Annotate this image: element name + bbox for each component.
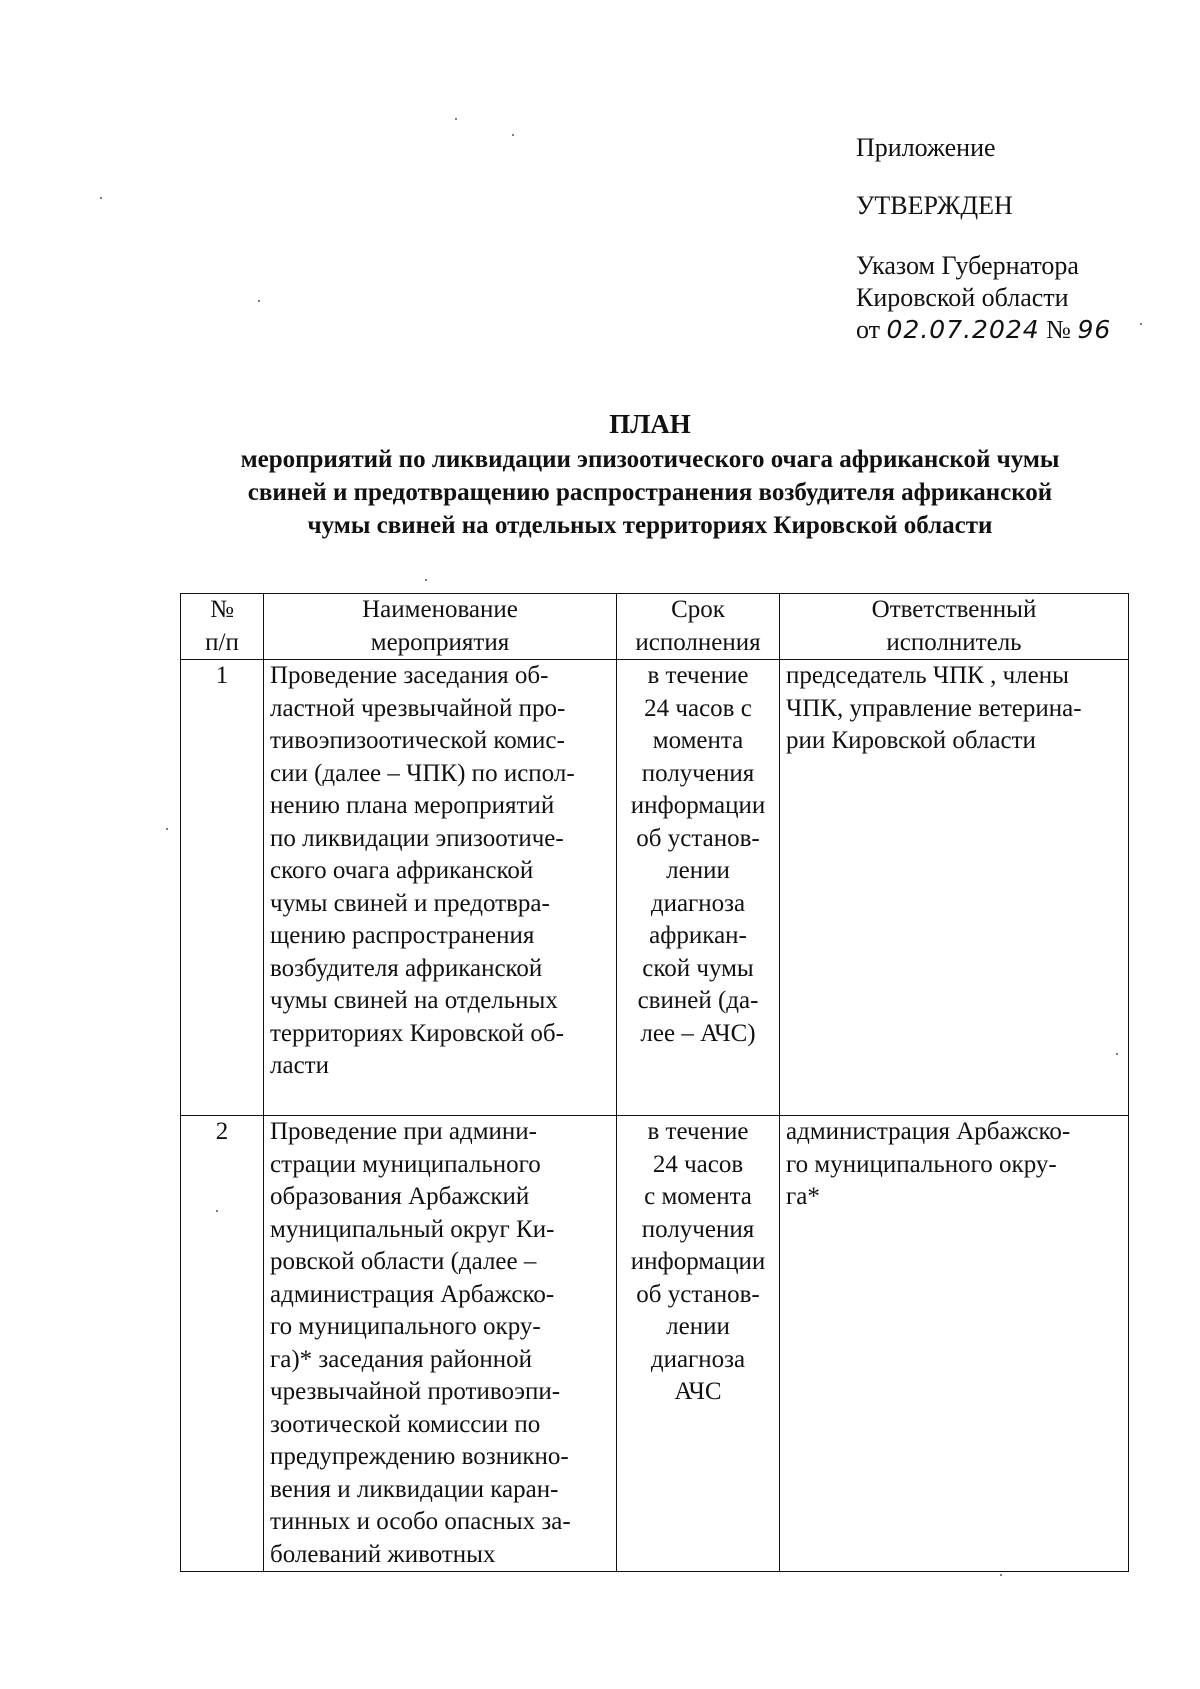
table-header-row	[181, 594, 1129, 660]
scan-speck	[1140, 323, 1142, 325]
scan-speck	[425, 579, 427, 581]
scan-speck	[1116, 1053, 1118, 1055]
number-sign: №	[1046, 315, 1071, 344]
region-line: Кировской области	[856, 283, 1069, 312]
document-title	[120, 408, 1180, 542]
header-deadline: Срок исполнения	[617, 594, 780, 660]
plan-heading: ПЛАН	[609, 409, 691, 439]
table-row	[181, 660, 1129, 1116]
row-activity: Проведение при админи- страции муниципального образования Арбажский муниципальный округ Ки- ровской области (далее – администрация Арбажско- го муниципального окру- га)* заседания районной чрезвычайной противоэпи- зоотической комиссии по предупреждению возникно- вения и ликвидации каран- тинных и особо опасных за- болеваний животных	[264, 1116, 617, 1572]
row-activity: Проведение заседания об- ластной чрезвычайной про- тивоэпизоотической комис- сии (далее – ЧПК) по испол- нению плана мероприятий по ликвидации эпизоотиче- ского очага африканской чумы свиней и предотвра- щению распространения возбудителя африканской чумы свиней на отдельных территориях Кировской об- ласти	[264, 660, 617, 1116]
scan-speck	[166, 828, 168, 830]
scan-speck	[512, 134, 514, 136]
row-number: 1	[181, 660, 264, 1116]
date-prefix: от	[856, 315, 881, 344]
handwritten-number: 96	[1077, 315, 1112, 344]
scan-speck	[1000, 1574, 1002, 1576]
appendix-label: Приложение	[856, 133, 996, 162]
row-number: 2	[181, 1116, 264, 1572]
header-responsible: Ответственный исполнитель	[780, 594, 1129, 660]
handwritten-date: 02.07.2024	[886, 315, 1040, 344]
scan-speck	[100, 197, 102, 199]
date-number-line	[856, 314, 1111, 346]
title-line-1: мероприятий по ликвидации эпизоотического очага африканской чумы	[240, 446, 1060, 473]
row-deadline: в течение 24 часов с момента получения информации об установ- лении диагноза африкан- ской чумы свиней (да- лее – АЧС)	[617, 660, 780, 1116]
row-responsible: администрация Арбажско- го муниципального окру- га*	[780, 1116, 1129, 1572]
scan-speck	[258, 300, 260, 302]
approval-block	[856, 132, 1111, 346]
table-row	[181, 1116, 1129, 1572]
row-responsible: председатель ЧПК , члены ЧПК, управление ветерина- рии Кировской области	[780, 660, 1129, 1116]
plan-table	[180, 593, 1129, 1572]
approved-label: УТВЕРЖДЕН	[856, 191, 1013, 220]
scan-speck	[455, 118, 457, 120]
title-line-3: чумы свиней на отдельных территориях Кировской области	[307, 512, 993, 539]
header-number: № п/п	[181, 594, 264, 660]
scan-speck	[216, 1210, 218, 1212]
decree-line: Указом Губернатора	[856, 251, 1079, 280]
header-activity: Наименование мероприятия	[264, 594, 617, 660]
title-line-2: свиней и предотвращению распространения возбудителя африканской	[247, 479, 1053, 506]
row-deadline: в течение 24 часов с момента получения информации об установ- лении диагноза АЧС	[617, 1116, 780, 1572]
